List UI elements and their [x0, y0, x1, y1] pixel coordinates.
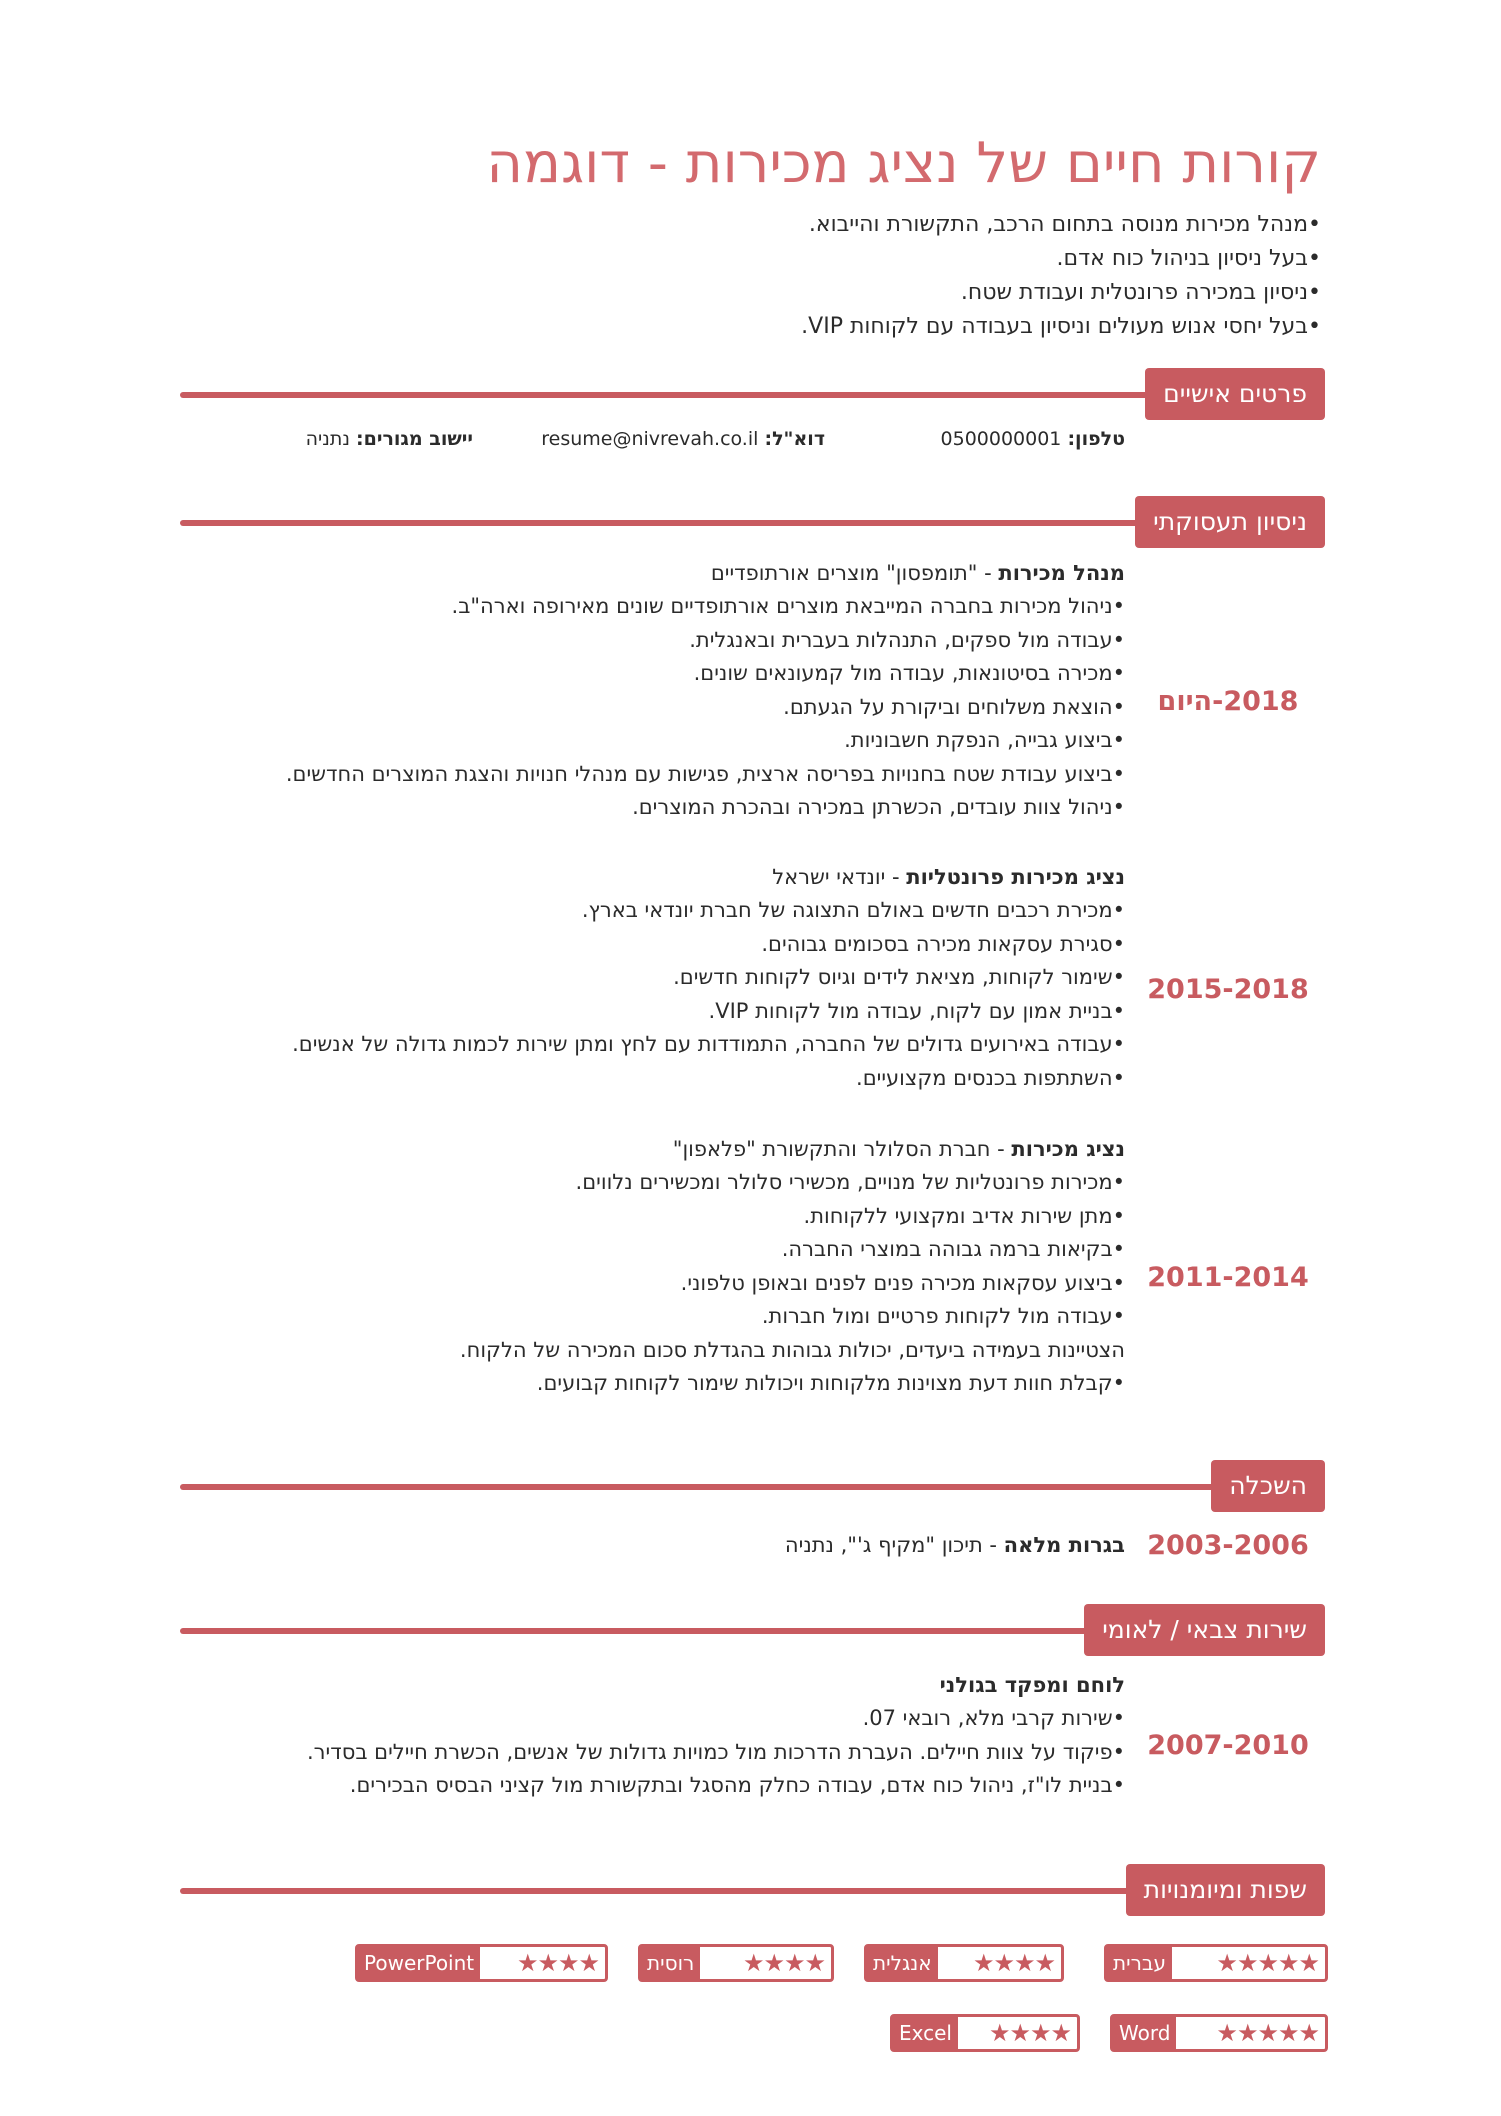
military-line: •פיקוד על צוות חיילים. העברת הדרכות מול כמויות גדולות של אנשים, הכשרת חיילים בסדיר.: [307, 1739, 1125, 1764]
skill-badge: [864, 1944, 1064, 1982]
job-line: •עבודה מול ספקים, התנהלות בעברית ובאנגלית.: [689, 627, 1125, 652]
job-line: •ביצוע עבודת שטח בחנויות בפריסה ארצית, פגישות עם מנהלי חנויות והצגת המוצרים החדשים.: [285, 761, 1125, 786]
summary-line: •בעל יחסי אנוש מעולים וניסיון בעבודה עם לקוחות VIP.: [801, 314, 1321, 339]
section-title: ניסיון תעסוקתי: [1135, 496, 1325, 548]
job-line: •מכירת רכבים חדשים באולם התצוגה של חברת יונדאי בארץ.: [581, 898, 1125, 922]
job-company: - יונדאי ישראל: [772, 865, 907, 889]
summary-line: •בעל ניסיון בניהול כוח אדם.: [1056, 246, 1321, 271]
military-line: •בניית לו"ז, ניהול כוח אדם, עבודה כחלק מהסגל ובתקשורת מול קציני הבסיס הבכירים.: [349, 1773, 1125, 1797]
job-company: - חברת הסלולר והתקשורת "פלאפון": [672, 1137, 1012, 1161]
skill-badge: [638, 1944, 834, 1982]
job-line: •ביצוע עסקאות מכירה פנים לפנים ובאופן טלפוני.: [680, 1270, 1125, 1295]
job-date: 2011-2014: [1147, 1262, 1309, 1293]
job-line: •ניהול מכירות בחברה המייבאת מוצרים אורתופדיים שונים מאירופה וארה"ב.: [451, 594, 1125, 618]
star-rating-icon: ★★★★: [516, 1949, 599, 1977]
section-title: שירות צבאי / לאומי: [1084, 1604, 1325, 1656]
job-line: •הוצאת משלוחים וביקורת על הגעתם.: [783, 694, 1125, 719]
job-line: •סגירת עסקאות מכירה בסכומים גבוהים.: [761, 931, 1125, 956]
job-line: •מכירה בסיטונאות, עבודה מול קמעונאים שונים.: [693, 661, 1125, 685]
job-line: •מתן שירות אדיב ומקצועי ללקוחות.: [803, 1203, 1125, 1228]
job-date: 2018-היום: [1157, 686, 1299, 717]
city-value: נתניה: [305, 428, 350, 450]
summary-line: •מנהל מכירות מנוסה בתחום הרכב, התקשורת והייבוא.: [808, 212, 1321, 237]
section-title: השכלה: [1211, 1460, 1325, 1512]
section-title: שפות ומיומנויות: [1126, 1864, 1325, 1916]
job-line: •ביצוע גבייה, הנפקת חשבוניות.: [844, 728, 1125, 752]
phone-label: טלפון:: [1067, 428, 1125, 450]
job-role: מנהל מכירות: [998, 561, 1125, 585]
email-value: resume@nivrevah.co.il: [541, 428, 759, 450]
summary-line: •ניסיון במכירה פרונטלית ועבודת שטח.: [960, 280, 1321, 305]
section-title: פרטים אישיים: [1145, 368, 1325, 420]
skill-label: עברית: [1107, 1947, 1172, 1979]
skill-badge: [1110, 2014, 1328, 2052]
job-role: נציג מכירות פרונטליות: [906, 865, 1125, 889]
skill-label: Excel: [893, 2017, 958, 2049]
page-title: קורות חיים של נציג מכירות - דוגמה: [486, 131, 1321, 196]
skill-label: רוסית: [641, 1947, 700, 1979]
job-role: נציג מכירות: [1011, 1137, 1125, 1161]
skill-badge: [890, 2014, 1080, 2052]
job-line: •מכירות פרונטליות של מנויים, מכשירי סלולר ומכשירים נלווים.: [575, 1170, 1125, 1194]
education-school: - תיכון "מקיף ג'", נתניה: [784, 1533, 1004, 1557]
job-line: •ניהול צוות עובדים, הכשרתן במכירה ובהכרת המוצרים.: [632, 795, 1125, 819]
star-rating-icon: ★★★★★: [1216, 1949, 1319, 1977]
city-label: יישוב מגורים:: [356, 428, 473, 450]
job-line: •שימור לקוחות, מציאת לידים וגיוס לקוחות חדשים.: [673, 965, 1125, 989]
skill-badge: [355, 1944, 608, 1982]
star-rating-icon: ★★★★: [988, 2019, 1071, 2047]
star-rating-icon: ★★★★: [742, 1949, 825, 1977]
education-date: 2003-2006: [1147, 1530, 1309, 1561]
skill-label: אנגלית: [867, 1947, 938, 1979]
email-label: דוא"ל:: [764, 428, 825, 450]
skill-badge: [1104, 1944, 1328, 1982]
job-company: - "תומפסון" מוצרים אורתופדיים: [710, 561, 999, 585]
job-date: 2015-2018: [1147, 974, 1309, 1005]
job-line: •עבודה באירועים גדולים של החברה, התמודדות עם לחץ ומתן שירות לכמות גדולה של אנשים.: [292, 1032, 1125, 1056]
skill-label: Word: [1113, 2017, 1176, 2049]
job-line: •בניית אמון עם לקוח, עבודה מול לקוחות VIP.: [708, 998, 1125, 1023]
job-line: •בקיאות ברמה גבוהה במוצרי החברה.: [781, 1237, 1125, 1261]
military-date: 2007-2010: [1147, 1730, 1309, 1761]
star-rating-icon: ★★★★: [972, 1949, 1055, 1977]
job-line: הצטיינות בעמידה ביעדים, יכולות גבוהות בהגדלת סכום המכירה של הלקוח.: [459, 1337, 1125, 1362]
job-line: •עבודה מול לקוחות פרטיים ומול חברות.: [761, 1304, 1125, 1328]
job-line: •קבלת חוות דעת מצוינות מלקוחות ויכולות שימור לקוחות קבועים.: [536, 1371, 1125, 1395]
military-role: לוחם ומפקד בגולני: [939, 1673, 1125, 1697]
phone-value: 0500000001: [940, 428, 1062, 450]
military-line: •שירות קרבי מלא, רובאי 07.: [862, 1706, 1125, 1730]
skill-label: PowerPoint: [358, 1947, 480, 1979]
education-degree: בגרות מלאה: [1003, 1533, 1125, 1557]
job-line: •השתתפות בכנסים מקצועיים.: [856, 1065, 1125, 1090]
star-rating-icon: ★★★★★: [1216, 2019, 1319, 2047]
